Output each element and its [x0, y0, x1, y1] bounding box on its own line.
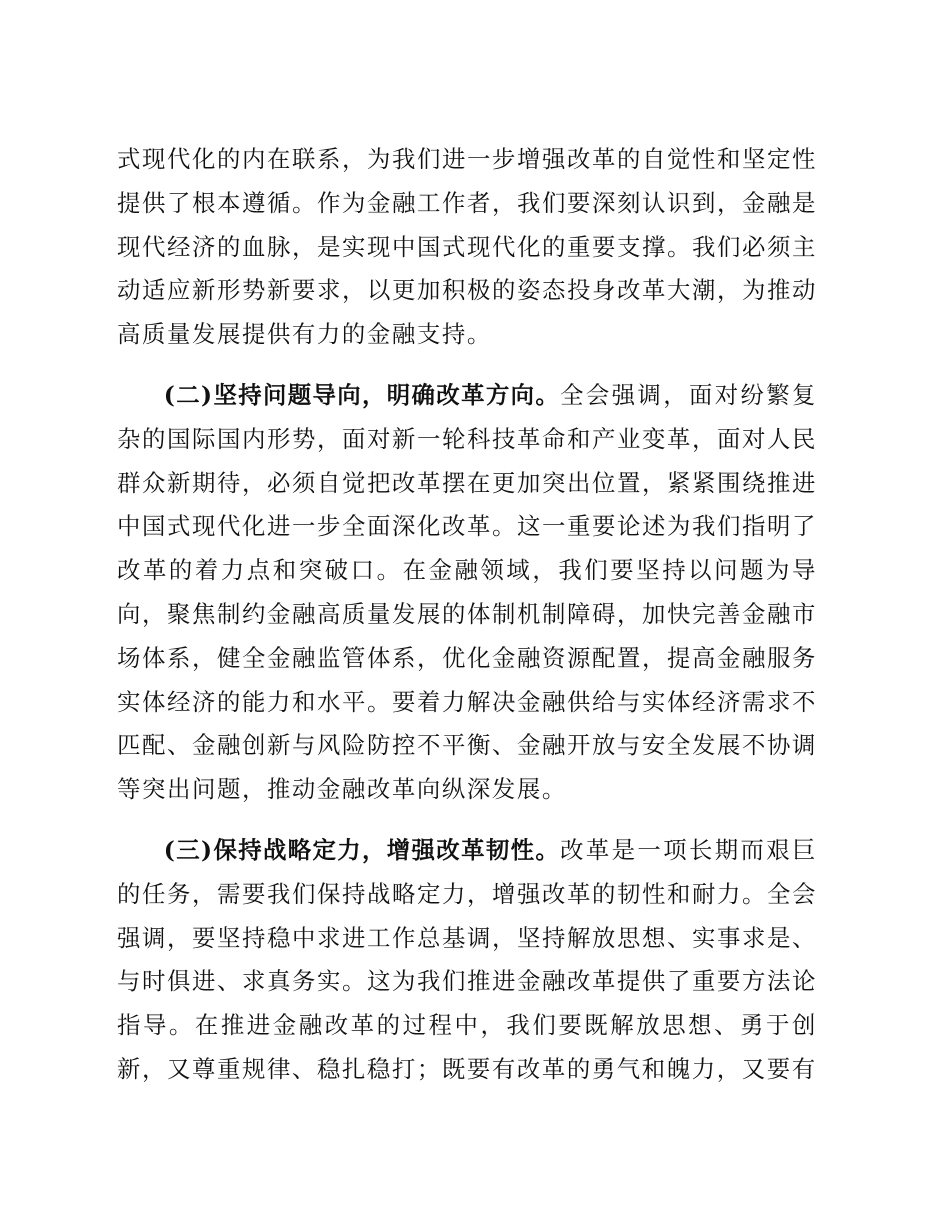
paragraph-text: 改革是一项长期而艰巨的任务，需要我们保持战略定力，增强改革的韧性和耐力。全会强调，要坚持稳中求进工作总基调，坚持解放思想、实事求是、与时俱进、求真务实。这为我们推进金融改革提供了重要方法论指导。在推进金融改革的过程中，我们要既解放思想、勇于创新，又尊重规律、稳扎稳打；既要有改革的勇气和魄力，又要有 [117, 835, 818, 1083]
paragraph-section-3 [117, 829, 817, 1092]
section-heading-3: (三)保持战略定力，增强改革韧性。 [163, 835, 561, 864]
section-heading-2: (二)坚持问题导向，明确改革方向。 [163, 380, 561, 409]
document-body [117, 138, 817, 1092]
paragraph-text: 式现代化的内在联系，为我们进一步增强改革的自觉性和坚定性提供了根本遵循。作为金融工作者，我们要深刻认识到，金融是现代经济的血脉，是实现中国式现代化的重要支撑。我们必须主动适应新形势新要求，以更加积极的姿态投身改革大潮，为推动高质量发展提供有力的金融支持。 [117, 145, 817, 349]
paragraph-text: 全会强调，面对纷繁复杂的国际国内形势，面对新一轮科技革命和产业变革，面对人民群众新期待，必须自觉把改革摆在更加突出位置，紧紧围绕推进中国式现代化进一步全面深化改革。这一重要论述为我们指明了改革的着力点和突破口。在金融领域，我们要坚持以问题为导向，聚焦制约金融高质量发展的体制机制障碍，加快完善金融市场体系，健全金融监管体系，优化金融资源配置，提高金融服务实体经济的能力和水平。要着力解决金融供给与实体经济需求不匹配、金融创新与风险防控不平衡、金融开放与安全发展不协调等突出问题，推动金融改革向纵深发展。 [117, 380, 818, 804]
paragraph-section-2 [117, 374, 817, 812]
paragraph-continuation [117, 138, 817, 357]
